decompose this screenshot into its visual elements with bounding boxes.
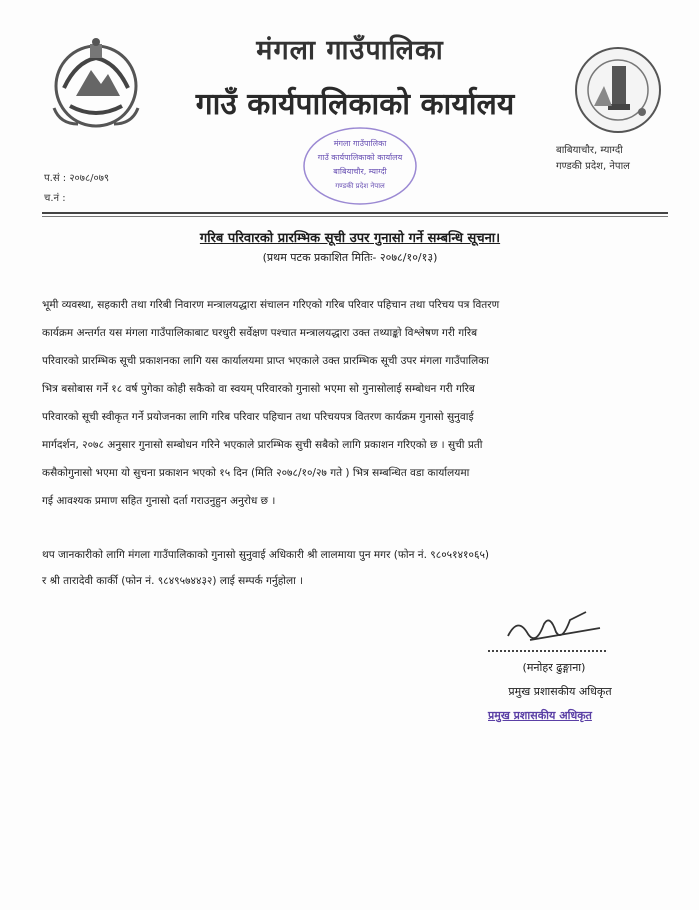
address-line-2: गण्डकी प्रदेश, नेपाल	[556, 161, 630, 172]
contact-line: थप जानकारीको लागि मंगला गाउँपालिकाको गुनासो सुनुवाई अधिकारी श्री लालमाया पुन मगर (फोन नं. ९८०५१४१०६५)	[42, 549, 489, 561]
stamp-line-3: बाबियाचौर, म्याग्दी	[333, 167, 387, 176]
body-line: परिवारको प्रारम्भिक सूची प्रकाशनका लागि यस कार्यालयमा प्राप्त भएकाले उक्त प्रारम्भिक सूची उपर मंगला गाउँपालिका	[42, 355, 489, 367]
signature	[490, 606, 610, 652]
body-line: गई आवश्यक प्रमाण सहित गुनासो दर्ता गराउनुहुन अनुरोध छ ।	[42, 495, 276, 507]
address-line-1: बाबियाचौर, म्याग्दी	[556, 145, 623, 156]
contact-line: र श्री तारादेवी कार्की (फोन नं. ९८४९५७४४३२) लाई सम्पर्क गर्नुहोला ।	[42, 575, 304, 587]
signature-line	[488, 650, 606, 652]
nepal-emblem-logo	[46, 36, 146, 132]
header-divider-thin	[42, 216, 668, 217]
office-name: गाउँ कार्यपालिकाको कार्यालय	[195, 87, 515, 122]
signatory-name: (मनोहर ढुङ्गाना)	[522, 661, 586, 674]
signatory-title: प्रमुख प्रशासकीय अधिकृत	[508, 685, 612, 698]
stamp-line-4: गण्डकी प्रदेश नेपाल	[335, 182, 385, 190]
municipality-logo	[572, 44, 664, 136]
municipality-name: मंगला गाउँपालिका	[256, 35, 444, 66]
body-line: मार्गदर्शन, २०७८ अनुसार गुनासो सम्बोधन गरिने भएकाले प्रारम्भिक सुची सबैको लागि प्रकाशन गरिएको छ । सुची प्रती	[42, 439, 483, 451]
publication-date: (प्रथम पटक प्रकाशित मितिः- २०७८/१०/१३)	[262, 251, 438, 264]
stamp-line-1: मंगला गाउँपालिका	[333, 139, 387, 148]
notice-title: गरिब परिवारको प्रारम्भिक सूची उपर गुनासो गर्ने सम्बन्धि सूचना।	[199, 231, 501, 246]
office-stamp	[300, 124, 420, 208]
body-line: भूमी व्यवस्था, सहकारी तथा गरिबी निवारण मन्त्रालयद्धारा संचालन गरिएको गरिब परिवार पहिचान तथा परिचय पत्र वितरण	[42, 299, 500, 311]
body-line: परिवारको सूची स्वीकृत गर्ने प्रयोजनका लागि गरिब परिवार पहिचान तथा परिचयपत्र वितरण कार्यक्रम गुनासो सुनुवाई	[42, 411, 474, 423]
body-line: कसैकोगुनासो भएमा यो सुचना प्रकाशन भएको १५ दिन (मिति २०७८/१०/२७ गते ) भित्र सम्बन्धित वडा कार्यालयमा	[42, 467, 470, 479]
body-line: भित्र बसोबास गर्ने १८ वर्ष पुगेका कोही सकैको वा स्वयम् परिवारको गुनासो भएमा सो गुनासोलाई सम्बोधन गरी गरिब	[42, 383, 475, 395]
header-divider	[42, 212, 668, 214]
reference-number: प.सं : २०७८/०७९	[44, 173, 110, 184]
dispatch-number: च.नं :	[44, 193, 66, 204]
designation-stamp: प्रमुख प्रशासकीय अधिकृत	[488, 709, 592, 722]
stamp-line-2: गाउँ कार्यपालिकाको कार्यालय	[317, 153, 403, 162]
body-line: कार्यक्रम अन्तर्गत यस मंगला गाउँपालिकाबाट घरधुरी सर्वेक्षण पश्चात मन्त्रालयद्धारा उक्त तथ्याङ्को विश्लेषण गरी गरिब	[42, 327, 478, 339]
